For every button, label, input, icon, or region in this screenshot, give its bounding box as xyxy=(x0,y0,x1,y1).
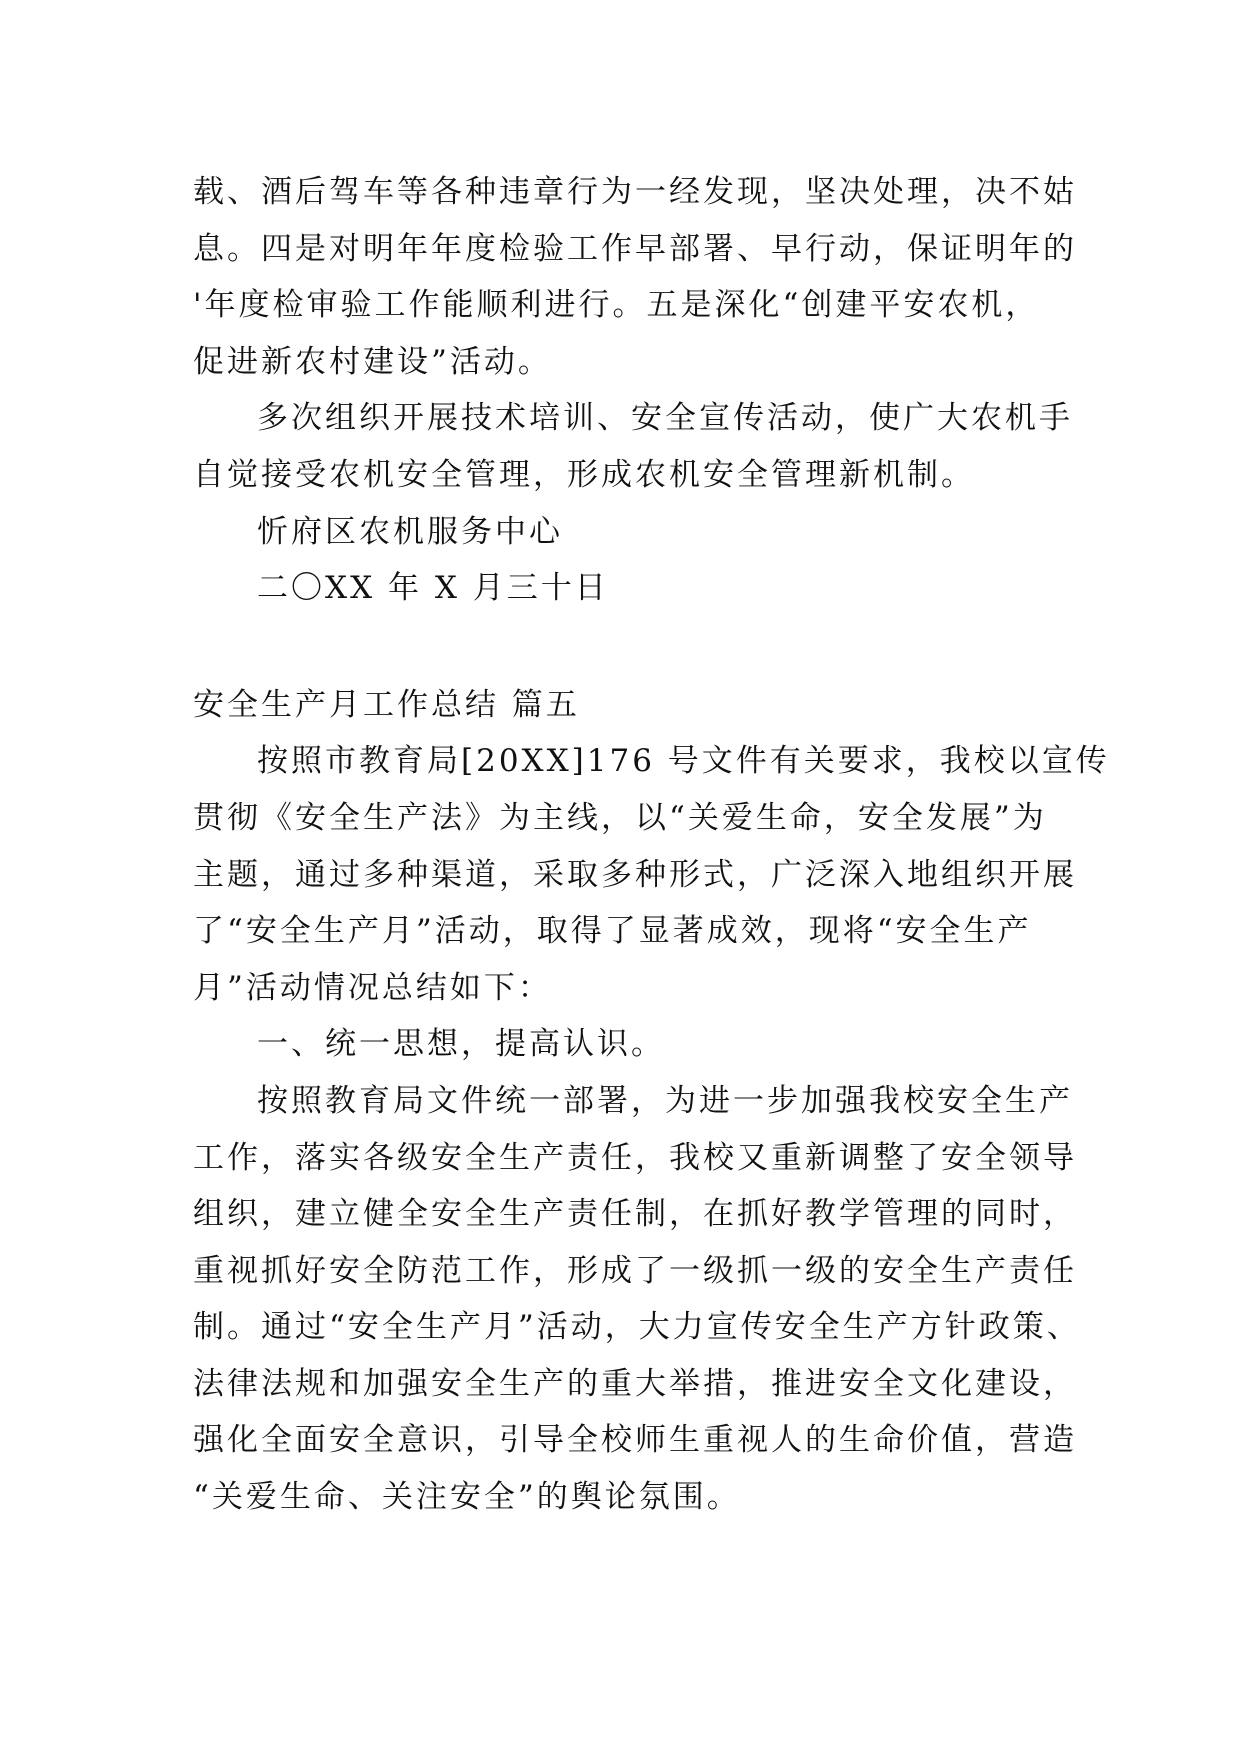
text-line: 组织，建立健全安全生产责任制，在抓好教学管理的同时， xyxy=(193,1196,1077,1233)
text-line: 按照市教育局[20XX]176 号文件有关要求，我校以宣传 xyxy=(257,743,1110,780)
section-title: 安全生产月工作总结 篇五 xyxy=(193,686,580,723)
document-body xyxy=(193,164,1110,1526)
text-line: 主题，通过多种渠道，采取多种形式，广泛深入地组织开展 xyxy=(193,856,1077,893)
text-line: '年度检审验工作能顺利进行。五是深化“创建平安农机， xyxy=(193,287,1040,324)
text-line: 载、酒后驾车等各种违章行为一经发现，坚决处理，决不姑 xyxy=(193,174,1077,210)
text-line: 强化全面安全意识，引导全校师生重视人的生命价值，营造 xyxy=(193,1422,1077,1459)
text-line: 贯彻《安全生产法》为主线，以“关爱生命，安全发展”为 xyxy=(193,799,1047,836)
subheading-unify-thinking: 一、统一思想，提高认识。 xyxy=(257,1026,665,1063)
text-line: “关爱生命、关注安全”的舆论氛围。 xyxy=(193,1479,741,1516)
signature-organization: 忻府区农机服务中心 xyxy=(257,513,563,550)
text-line: 工作，落实各级安全生产责任，我校又重新调整了安全领导 xyxy=(193,1139,1077,1176)
text-line: 自觉接受农机安全管理，形成农机安全管理新机制。 xyxy=(193,456,975,493)
signature-date: 二〇XX 年 X 月三十日 xyxy=(257,570,609,607)
text-line: 法律法规和加强安全生产的重大举措，推进安全文化建设， xyxy=(193,1365,1077,1402)
paragraph-vehicle-safety xyxy=(193,164,1077,390)
text-line: 多次组织开展技术培训、安全宣传活动，使广大农机手 xyxy=(257,400,1073,437)
text-line: 月”活动情况总结如下： xyxy=(193,969,552,1006)
text-line: 促进新农村建设”活动。 xyxy=(193,343,552,380)
paragraph-intro xyxy=(193,733,1110,1016)
paragraph-deployment xyxy=(193,1073,1081,1526)
text-line: 了“安全生产月”活动，取得了显著成效，现将“安全生产 xyxy=(193,913,1032,950)
text-line: 按照教育局文件统一部署，为进一步加强我校安全生产 xyxy=(257,1082,1073,1119)
text-line: 重视抓好安全防范工作，形成了一级抓一级的安全生产责任 xyxy=(193,1252,1077,1289)
text-line: 息。四是对明年年度检验工作早部署、早行动，保证明年的 xyxy=(193,230,1077,267)
text-line: 制。通过“安全生产月”活动，大力宣传安全生产方针政策、 xyxy=(193,1309,1081,1346)
paragraph-training xyxy=(193,390,1073,503)
